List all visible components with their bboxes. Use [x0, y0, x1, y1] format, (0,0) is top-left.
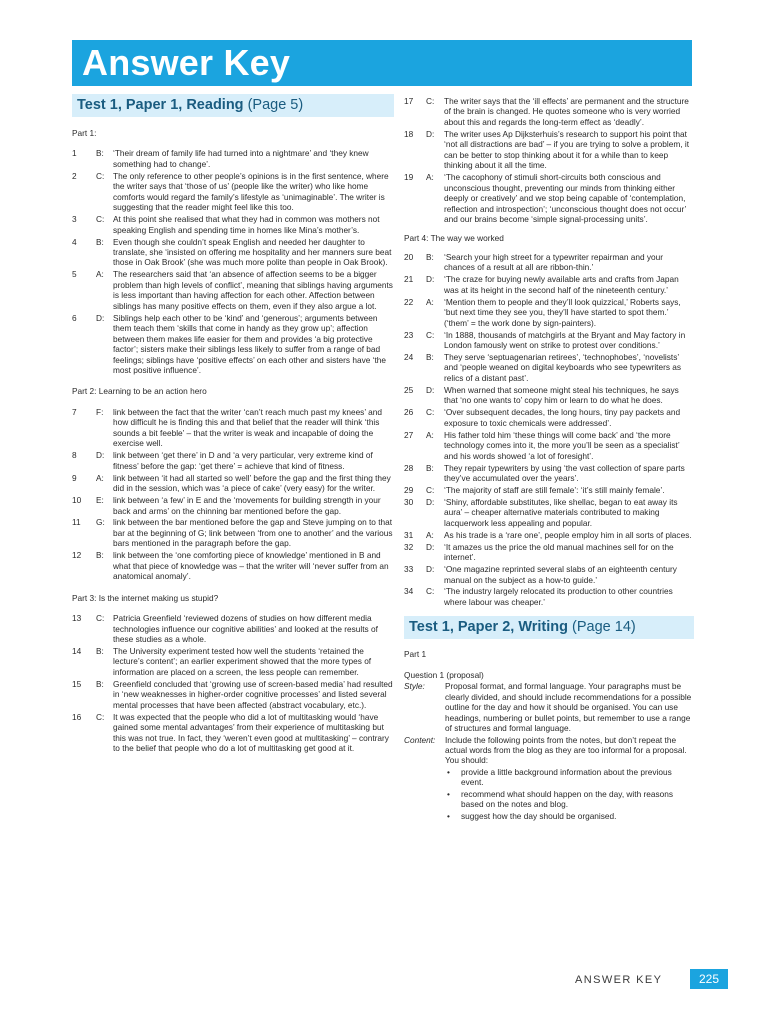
- answer-letter: B:: [426, 251, 434, 262]
- style-row: [404, 681, 694, 733]
- right-column: [404, 96, 694, 823]
- part3-list: [72, 613, 394, 753]
- left-column: [72, 94, 394, 755]
- answer-number: 11: [72, 517, 81, 528]
- writing-part-label: Part 1: [404, 649, 427, 660]
- answer-item: [72, 450, 394, 471]
- answer-item: [72, 214, 394, 235]
- answer-explanation: When warned that someone might steal his techniques, he says that ‘no one wants to’ copy him or learn to do what he does.: [444, 384, 679, 406]
- answer-letter: A:: [96, 472, 104, 483]
- part2-list: [72, 407, 394, 582]
- bullet-item: [445, 789, 694, 810]
- writing-heading-page: (Page 14): [572, 619, 636, 636]
- answer-item: [404, 485, 694, 495]
- answer-item: [404, 564, 694, 585]
- answer-letter: C:: [96, 214, 105, 225]
- answer-number: 10: [72, 495, 82, 506]
- answer-explanation: The researchers said that ‘an absence of affection seems to be a bigger problem than high levels of conflict’, meaning that siblings having arguments is less important than having affection for each other. Affection between siblings has many positive effects on them, even if they also argue a lot.: [113, 269, 393, 311]
- answer-letter: C:: [96, 170, 105, 181]
- answer-letter: E:: [96, 495, 104, 506]
- answer-explanation: ‘It amazes us the price the old manual machines sell for on the internet’.: [444, 541, 674, 563]
- answer-item: [404, 586, 694, 607]
- answer-item: [404, 407, 694, 428]
- answer-number: 15: [72, 678, 82, 689]
- answer-explanation: Even though she couldn’t speak English and needed her daughter to translate, she ‘insisted on offering me hospitality and her manners sure beat those in Oak Brook’ (she was much more polite than people in Oak Brook).: [113, 236, 392, 268]
- answer-letter: B:: [96, 148, 104, 159]
- answer-explanation: ‘Mention them to people and they’ll look quizzical,’ Roberts says, ‘but next time they see you, they’ll have started to spot them.’ (‘them’ = the work done by sign-painters).: [444, 296, 681, 328]
- reading-heading-page: (Page 5): [247, 97, 304, 113]
- answer-item: [72, 679, 394, 710]
- answer-explanation: Greenfield concluded that ‘growing use of screen-based media’ had resulted in ‘new weaknesses in higher-order cognitive processes’ and listed several mental processes that have been affected (abstract vocabulary, etc.).: [113, 678, 393, 710]
- answer-explanation: link between the bar mentioned before the gap and Steve jumping on to that bar at the beginning of G; link between ‘from one to another’ and the various bars mentioned in the paragraph before the gap.: [113, 517, 393, 549]
- bullet-text: suggest how the day should be organised.: [461, 810, 617, 821]
- reading-heading-text: Test 1, Paper 1, Reading: [77, 97, 244, 113]
- answer-explanation: link between ‘a few’ in E and the ‘movements for building strength in your back and arms’ on the chinning bar mentioned before the gap.: [113, 495, 381, 516]
- answer-number: 34: [404, 586, 414, 597]
- content-key: Content:: [404, 734, 436, 745]
- answer-letter: B:: [426, 351, 434, 362]
- answer-letter: C:: [426, 484, 435, 495]
- answer-letter: D:: [426, 384, 435, 395]
- answer-item: [72, 712, 394, 754]
- answer-letter: D:: [426, 496, 435, 507]
- content-row: [404, 735, 694, 823]
- answer-explanation: ‘The cacophony of stimuli short-circuits both conscious and unconscious thought, preventing our minds from thinking either deeply or creatively’ and we stop being capable of ‘contemplation, reflection and introspection’; ‘unconscious thought does not occur’ and our brains become ‘simple signal-processing units’.: [444, 172, 687, 224]
- answer-item: [404, 297, 694, 328]
- content-bullets: [445, 767, 694, 821]
- answer-letter: C:: [426, 329, 435, 340]
- answer-letter: C:: [96, 711, 105, 722]
- answer-number: 26: [404, 407, 414, 418]
- answer-item: [72, 237, 394, 268]
- answer-number: 4: [72, 236, 77, 247]
- answer-explanation: The University experiment tested how well the students ‘retained the lecture’s content’; an earlier experiment showed that the more types of information are placed on a screen, the less people can remember.: [113, 645, 372, 677]
- answer-number: 29: [404, 484, 414, 495]
- answer-number: 3: [72, 214, 77, 225]
- answer-explanation: ‘Search your high street for a typewriter repairman and your chances of a result at all are ribbon-thin.’: [444, 251, 664, 273]
- answer-item: [72, 148, 394, 169]
- answer-letter: A:: [426, 296, 434, 307]
- answer-explanation: His father told him ‘these things will come back’ and ‘the more technology comes into it, the more you’ll be seen as a specialist’ and his words showed ‘a lot of foresight’.: [444, 429, 680, 461]
- answer-explanation: The writer says that the ‘ill effects’ are permanent and the structure of the brain is changed. He quotes someone who is very worried about this and regards the long-term effect as ‘deadly’.: [444, 96, 689, 127]
- answer-explanation: ‘The craze for buying newly available arts and crafts from Japan was at its height in the second half of the nineteenth century.’: [444, 274, 679, 295]
- answer-number: 16: [72, 711, 82, 722]
- answer-item: [72, 495, 394, 516]
- page-title: Answer Key: [72, 40, 692, 86]
- answer-item: [404, 352, 694, 383]
- answer-letter: C:: [426, 586, 435, 597]
- answer-number: 14: [72, 645, 82, 656]
- answer-number: 1: [72, 148, 77, 159]
- answer-explanation: It was expected that the people who did a lot of multitasking would ‘have gained some mental advantages’ from their experience of multitasking but this was not true. In fact, they ‘weren’t even good at multitasking’ – contrary to the belief that people who do a lot of multitasking get good at it.: [113, 711, 389, 754]
- style-text: Proposal format, and formal language. Your paragraphs must be clearly divided, and should include recommendations for a possible outline for the day and how it should be organised. You can use headings, numbering or bullet points, but remember to use a range of structures and formal language.: [445, 681, 692, 734]
- bullet-item: [445, 811, 694, 821]
- bullet-item: [445, 767, 694, 788]
- content-text: Include the following points from the notes, but don’t repeat the actual words from the blog as they are too informal for a proposal. You should:: [445, 734, 687, 766]
- bullet-dot-icon: •: [447, 788, 450, 799]
- answer-item: [72, 269, 394, 311]
- answer-letter: D:: [426, 128, 435, 139]
- answer-letter: C:: [96, 613, 105, 624]
- answer-item: [404, 274, 694, 295]
- answer-number: 22: [404, 296, 414, 307]
- bullet-text: provide a little background information about the previous event.: [461, 766, 672, 788]
- answer-number: 12: [72, 550, 82, 561]
- part4-label: Part 4: The way we worked: [404, 233, 504, 244]
- answer-number: 2: [72, 170, 77, 181]
- answer-item: [72, 517, 394, 548]
- answer-explanation: Siblings help each other to be ‘kind’ and ‘generous’; arguments between them teach them ‘skills that come in handy as they grow up’; affection between them makes life easier for them and provides ‘a big protective factor’; sisters make their siblings less likely to suffer from a range of bad feelings; siblings have ‘positive effects’ on each other and sisters have ‘the most positive influence’.: [113, 312, 387, 376]
- answer-letter: D:: [426, 541, 435, 552]
- answer-item: [404, 129, 694, 171]
- bullet-dot-icon: •: [447, 766, 450, 777]
- answer-letter: F:: [96, 406, 104, 417]
- answer-item: [72, 171, 394, 213]
- answer-number: 18: [404, 128, 414, 139]
- answer-number: 7: [72, 406, 77, 417]
- answer-item: [72, 613, 394, 644]
- answer-letter: B:: [96, 236, 104, 247]
- style-key: Style:: [404, 681, 425, 692]
- answer-number: 23: [404, 329, 414, 340]
- answer-item: [404, 96, 694, 127]
- answer-explanation: link between the ‘one comforting piece of knowledge’ mentioned in B and what that piece of knowledge was – that the writer will ‘never suffer from an anatomical anomaly’.: [113, 550, 389, 582]
- answer-letter: B:: [96, 550, 104, 561]
- answer-item: [404, 530, 694, 540]
- answer-item: [72, 473, 394, 494]
- answer-number: 5: [72, 269, 77, 280]
- part3-label: Part 3: Is the internet making us stupid?: [72, 592, 219, 603]
- answer-number: 17: [404, 96, 414, 106]
- part4-list: [404, 252, 694, 608]
- writing-section-heading: [404, 616, 694, 639]
- answer-explanation: ‘Shiny, affordable substitutes, like shellac, began to eat away its aura’ – cheaper alternative materials contributed to making lacquerwork less appealing and popular.: [444, 496, 678, 528]
- answer-number: 31: [404, 529, 414, 540]
- answer-explanation: ‘The industry largely relocated its production to other countries where labour was cheaper.’: [444, 586, 673, 607]
- answer-item: [404, 252, 694, 273]
- answer-number: 13: [72, 613, 82, 624]
- answer-number: 25: [404, 384, 414, 395]
- answer-explanation: Patricia Greenfield ‘reviewed dozens of studies on how different media technologies influence our cognitive abilities’ and looked at the results of these studies as a whole.: [113, 613, 378, 645]
- answer-number: 19: [404, 172, 414, 183]
- answer-letter: D:: [426, 274, 435, 285]
- footer-label: ANSWER KEY: [575, 974, 663, 986]
- answer-item: [404, 330, 694, 351]
- answer-item: [404, 430, 694, 461]
- answer-letter: A:: [426, 172, 434, 183]
- answer-number: 30: [404, 496, 414, 507]
- answer-explanation: link between ‘it had all started so well’ before the gap and the first thing they did in the session, which was ‘a piece of cake’ (very easy) for the writer.: [113, 472, 391, 494]
- content-body: [445, 735, 694, 823]
- answer-item: [404, 385, 694, 406]
- answer-explanation: The writer uses Ap Dijksterhuis’s research to support his point that ‘not all distractions are bad’ – if you are trying to solve a problem, it can be better to stop thinking about it for a while than to keep thinking about it all the time.: [444, 128, 690, 171]
- answer-letter: A:: [96, 269, 104, 280]
- answer-item: [72, 407, 394, 449]
- part1-label: Part 1:: [72, 128, 97, 138]
- answer-number: 27: [404, 429, 414, 440]
- answer-item: [404, 463, 694, 484]
- answer-item: [72, 313, 394, 376]
- answer-number: 32: [404, 541, 414, 552]
- answer-letter: D:: [96, 450, 105, 461]
- answer-explanation: They repair typewriters by using ‘the vast collection of spare parts they’ve accumulated over the years’.: [444, 462, 685, 483]
- answer-number: 6: [72, 312, 77, 323]
- answer-explanation: The only reference to other people’s opinions is in the first sentence, where the writer says that ‘those of us’ (people like the writer) who like home comforts would regard the family’s lifestyle as ‘unimaginable’. The writer is suggesting that the reader might feel like this too.: [113, 170, 389, 213]
- answer-letter: D:: [96, 312, 105, 323]
- answer-letter: C:: [426, 96, 435, 106]
- answer-letter: B:: [426, 462, 434, 473]
- answer-number: 9: [72, 472, 77, 483]
- answer-explanation: They serve ‘septuagenarian retirees’, ‘technophobes’, ‘novelists’ and ‘people weaned on digital keyboards who see typewriters as relics of a distant past’.: [444, 351, 682, 383]
- answer-explanation: link between the fact that the writer ‘can’t reach much past my knees’ and how difficult he is finding this and that belief that the reader will think ‘this sounds a bit feeble’ – that the writer is weak and incapable of doing the exercise well.: [113, 406, 383, 449]
- answer-explanation: ‘The majority of staff are still female’: ‘it’s still mainly female’.: [444, 484, 665, 495]
- answer-item: [404, 172, 694, 224]
- writing-heading-text: Test 1, Paper 2, Writing: [409, 619, 569, 636]
- answer-number: 28: [404, 462, 414, 473]
- answer-explanation: ‘Over subsequent decades, the long hours, tiny pay packets and exposure to toxic chemicals were addressed’.: [444, 407, 681, 428]
- answer-letter: B:: [96, 645, 104, 656]
- answer-explanation: ‘In 1888, thousands of matchgirls at the Bryant and May factory in London famously went on strike to protest over conditions.’: [444, 329, 686, 351]
- page-number: 225: [690, 969, 728, 989]
- answer-item: [72, 550, 394, 581]
- part2-label: Part 2: Learning to be an action hero: [72, 386, 207, 397]
- answer-item: [404, 542, 694, 563]
- answer-letter: C:: [426, 407, 435, 418]
- answer-letter: D:: [426, 564, 435, 575]
- question-label: Question 1 (proposal): [404, 669, 484, 680]
- bullet-text: recommend what should happen on the day, with reasons based on the notes and blog.: [461, 788, 674, 810]
- answer-letter: G:: [96, 517, 105, 528]
- reading-section-heading: [72, 94, 394, 117]
- answer-explanation: As his trade is a ‘rare one’, people employ him in all sorts of places.: [444, 529, 692, 540]
- answer-number: 8: [72, 450, 77, 461]
- answer-explanation: link between ‘get there’ in D and ‘a very particular, very extreme kind of fitness’ before the gap: ‘get there’ = achieve that kind of fitness.: [113, 450, 373, 471]
- answer-number: 24: [404, 351, 414, 362]
- answer-item: [404, 497, 694, 528]
- answer-letter: A:: [426, 529, 434, 540]
- answer-explanation: ‘Their dream of family life had turned into a nightmare’ and ‘they knew something had to change’.: [113, 148, 369, 169]
- answer-letter: A:: [426, 429, 434, 440]
- bullet-dot-icon: •: [447, 810, 450, 821]
- answer-number: 20: [404, 251, 414, 262]
- answer-explanation: At this point she realised that what they had in common was mothers not speaking English and spending time in homes like Mina’s mother’s.: [113, 214, 380, 235]
- part1-list: [72, 148, 394, 375]
- answer-explanation: ‘One magazine reprinted several slabs of an eighteenth century manual on the subject as a how-to guide.’: [444, 564, 677, 585]
- part3-continued-list: [404, 96, 694, 224]
- answer-number: 33: [404, 564, 414, 575]
- answer-letter: B:: [96, 678, 104, 689]
- answer-item: [72, 646, 394, 677]
- answer-number: 21: [404, 274, 414, 285]
